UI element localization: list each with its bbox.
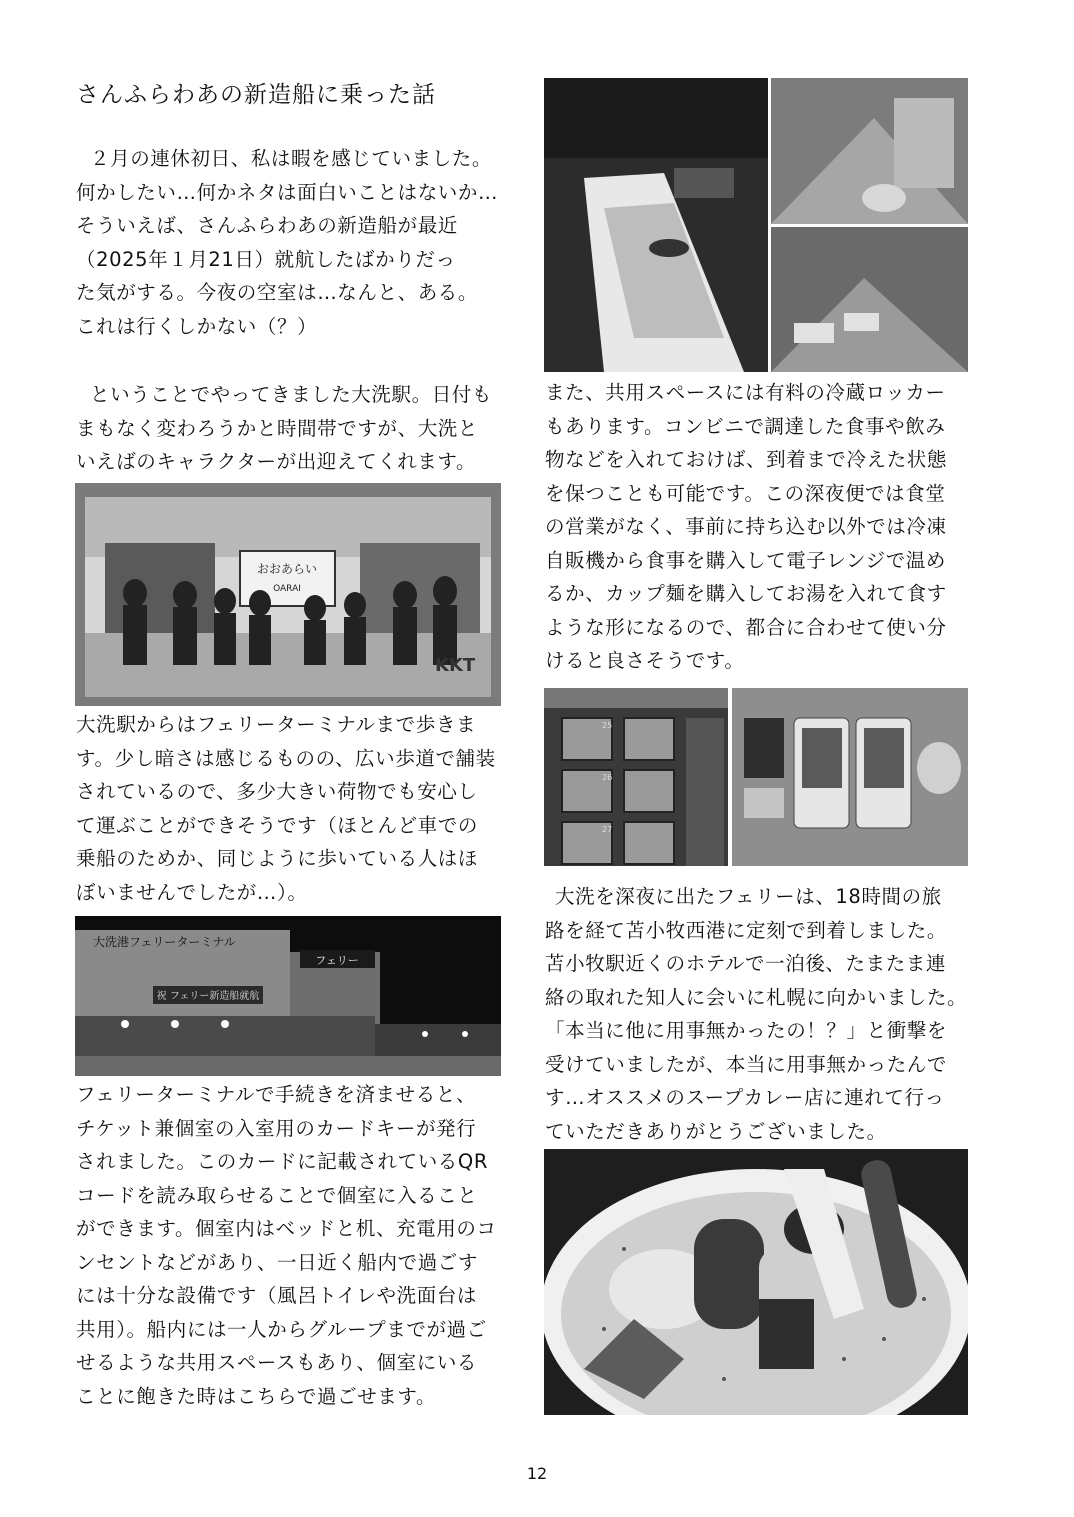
left-paragraph-1 <box>76 142 498 343</box>
text-line: ていただきありがとうございました。 <box>545 1119 887 1143</box>
left-paragraph-3 <box>76 708 496 909</box>
station-sign-text: おおあらい <box>256 562 318 576</box>
text-line: これは行くしかない（？） <box>76 314 318 338</box>
text-line: 受けていましたが、本当に用事無かったんで <box>545 1052 948 1076</box>
article-title: さんふらわあの新造船に乗った話 <box>76 82 436 108</box>
text-line: されているので、多少大きい荷物でも安心し <box>76 780 478 803</box>
right-paragraph-2 <box>545 880 967 1148</box>
text-line: 「本当に他に用事無かったの！？」と衝撃を <box>545 1019 948 1042</box>
left-paragraph-2 <box>76 378 492 479</box>
text-line: 路を経て苫小牧西港に定刻で到着しました。 <box>545 918 948 942</box>
text-line: ができます。個室内はベッドと机、充電用のコ <box>76 1217 497 1240</box>
terminal-sign: 大洗港フェリーターミナル <box>93 935 236 949</box>
text-line: また、共用スペースには有料の冷蔵ロッカー <box>545 381 946 404</box>
text-line: いえばのキャラクターが出迎えてくれます。 <box>76 450 477 473</box>
text-line: には十分な設備です（風呂トイレや洗面台は <box>76 1284 478 1307</box>
text-line: た気がする。今夜の空室は…なんと、ある。 <box>76 281 479 304</box>
text-line: ぼいませんでしたが…）。 <box>76 880 308 904</box>
left-paragraph-4 <box>76 1078 497 1413</box>
text-line: ということでやってきました大洗駅。日付も <box>90 383 493 406</box>
text-line: るか、カップ麺を購入してお湯を入れて食す <box>545 582 947 605</box>
text-line: 大洗駅からはフェリーターミナルまで歩きま <box>76 713 477 736</box>
terminal-banner: 祝 フェリー新造船就航 <box>156 991 260 1002</box>
text-line: 大洗を深夜に出たフェリーは、18時間の旅 <box>555 885 942 908</box>
banner-letters: KKT <box>435 655 476 676</box>
text-line: ような形になるので、都合に合わせて使い分 <box>545 615 947 639</box>
locker-number: 26 <box>602 773 613 782</box>
text-line: されました。このカードに記載されているQR <box>76 1150 488 1173</box>
terminal-sign-right: フェリー <box>315 954 359 967</box>
text-line: まもなく変わろうかと時間帯ですが、大洗と <box>76 416 479 440</box>
text-line: 自販機から食事を購入して電子レンジで温め <box>545 548 947 572</box>
text-line: ことに飽きた時はこちらで過ごせます。 <box>76 1384 437 1408</box>
text-line: そういえば、さんふらわあの新造船が最近 <box>76 214 458 237</box>
text-line: 共用）。船内には一人からグループまでが過ご <box>76 1317 487 1341</box>
ferry-terminal-photo <box>75 916 501 1076</box>
locker-number: 27 <box>602 825 613 834</box>
text-line: コードを読み取らせることで個室に入ること <box>76 1183 478 1207</box>
page-number: 12 <box>526 1464 548 1483</box>
station-character-photo <box>75 483 501 706</box>
text-line: を保つことも可能です。この深夜便では食堂 <box>545 481 946 505</box>
text-line: けると良さそうです。 <box>545 649 745 672</box>
text-line: 絡の取れた知人に会いに札幌に向かいました。 <box>545 985 968 1009</box>
cabin-lounge-photo <box>544 78 968 372</box>
right-paragraph-1 <box>545 376 947 678</box>
text-line: す。少し暗さは感じるものの、広い歩道で舗装 <box>76 746 496 770</box>
text-line: チケット兼個室の入室用のカードキーが発行 <box>76 1116 477 1140</box>
text-line: ンセントなどがあり、一日近く船内で過ごす <box>76 1250 479 1274</box>
text-line: の営業がなく、事前に持ち込む以外では冷凍 <box>545 515 947 538</box>
text-line: て運ぶことができそうです（ほとんど車での <box>76 813 479 837</box>
locker-food-photo <box>544 688 968 866</box>
station-sign-sub: OARAI <box>273 584 301 594</box>
text-line: 乗船のためか、同じように歩いている人はほ <box>76 847 479 870</box>
text-line: 苫小牧駅近くのホテルで一泊後、たまたま連 <box>545 952 947 975</box>
text-line: せるような共用スペースもあり、個室にいる <box>76 1351 478 1374</box>
text-line: 何かしたい…何かネタは面白いことはないか… <box>76 180 499 204</box>
text-line: もあります。コンビニで調達した食事や飲み <box>545 414 946 438</box>
text-line: 物などを入れておけば、到着まで冷えた状態 <box>545 448 948 471</box>
locker-number: 25 <box>602 721 613 730</box>
soup-curry-photo <box>544 1149 968 1415</box>
text-line: す…オススメのスープカレー店に連れて行っ <box>545 1086 945 1109</box>
text-line: ２月の連休初日、私は暇を感じていました。 <box>90 147 493 170</box>
text-line: フェリーターミナルで手続きを済ませると、 <box>76 1083 477 1106</box>
text-line: （2025年１月21日）就航したばかりだっ <box>76 247 456 271</box>
